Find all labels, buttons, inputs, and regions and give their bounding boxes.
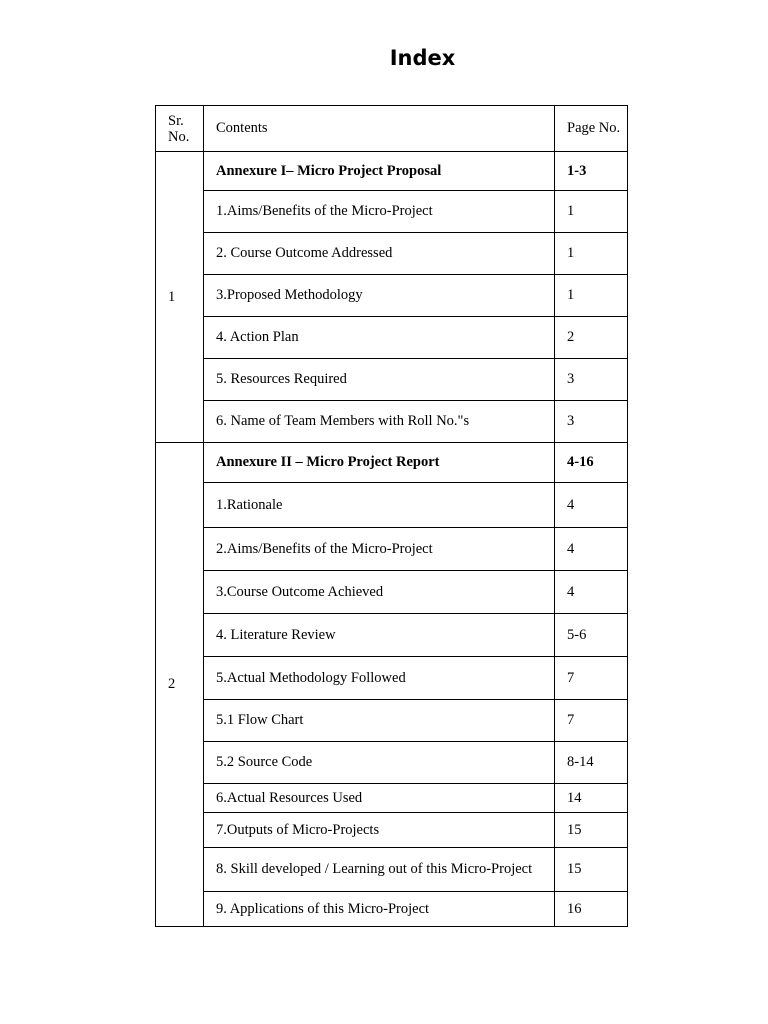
- index-table: [155, 105, 628, 927]
- item-page: 5-6: [555, 614, 628, 657]
- table-row: [156, 700, 628, 742]
- item-text: 1.Rationale: [204, 483, 555, 528]
- table-row: [156, 275, 628, 317]
- item-page: 1: [555, 275, 628, 317]
- section-number: 1: [156, 152, 204, 443]
- table-row: [156, 401, 628, 443]
- item-page: 3: [555, 359, 628, 401]
- section-number: 2: [156, 443, 204, 927]
- table-row: [156, 359, 628, 401]
- item-text: 6.Actual Resources Used: [204, 784, 555, 813]
- item-page: 16: [555, 892, 628, 927]
- section-title: Annexure II – Micro Project Report: [204, 443, 555, 483]
- item-text: 5.Actual Methodology Followed: [204, 657, 555, 700]
- table-row: [156, 892, 628, 927]
- table-row: [156, 528, 628, 571]
- item-page: 3: [555, 401, 628, 443]
- item-page: 4: [555, 483, 628, 528]
- table-row: [156, 657, 628, 700]
- page-title: Index: [389, 46, 456, 70]
- header-contents: Contents: [204, 106, 555, 152]
- item-text: 3.Course Outcome Achieved: [204, 571, 555, 614]
- item-text: 5.2 Source Code: [204, 742, 555, 784]
- header-sr-no: Sr. No.: [156, 106, 204, 152]
- item-text: 2. Course Outcome Addressed: [204, 233, 555, 275]
- table-row: [156, 191, 628, 233]
- item-page: 7: [555, 700, 628, 742]
- table-row: [156, 813, 628, 848]
- item-text: 6. Name of Team Members with Roll No."s: [204, 401, 555, 443]
- item-text: 1.Aims/Benefits of the Micro-Project: [204, 191, 555, 233]
- item-text: 5.1 Flow Chart: [204, 700, 555, 742]
- header-page-no: Page No.: [555, 106, 628, 152]
- table-row: [156, 233, 628, 275]
- table-row: [156, 784, 628, 813]
- table-row: [156, 848, 628, 892]
- item-page: 15: [555, 813, 628, 848]
- item-text: 9. Applications of this Micro-Project: [204, 892, 555, 927]
- header-row: [156, 106, 628, 152]
- item-page: 15: [555, 848, 628, 892]
- item-page: 2: [555, 317, 628, 359]
- item-text: 4. Action Plan: [204, 317, 555, 359]
- section-title: Annexure I– Micro Project Proposal: [204, 152, 555, 191]
- item-page: 4: [555, 571, 628, 614]
- item-text: 5. Resources Required: [204, 359, 555, 401]
- item-text: 4. Literature Review: [204, 614, 555, 657]
- table-row: [156, 614, 628, 657]
- section-pages: 1-3: [555, 152, 628, 191]
- table-row: [156, 742, 628, 784]
- item-text: 3.Proposed Methodology: [204, 275, 555, 317]
- section-row: [156, 152, 628, 191]
- table-row: [156, 317, 628, 359]
- section-row: [156, 443, 628, 483]
- item-page: 1: [555, 191, 628, 233]
- table-row: [156, 571, 628, 614]
- item-text: 7.Outputs of Micro-Projects: [204, 813, 555, 848]
- item-page: 1: [555, 233, 628, 275]
- item-text: 8. Skill developed / Learning out of this Micro-Project: [204, 848, 555, 892]
- item-page: 14: [555, 784, 628, 813]
- item-text: 2.Aims/Benefits of the Micro-Project: [204, 528, 555, 571]
- section-pages: 4-16: [555, 443, 628, 483]
- item-page: 7: [555, 657, 628, 700]
- item-page: 4: [555, 528, 628, 571]
- item-page: 8-14: [555, 742, 628, 784]
- table-row: [156, 483, 628, 528]
